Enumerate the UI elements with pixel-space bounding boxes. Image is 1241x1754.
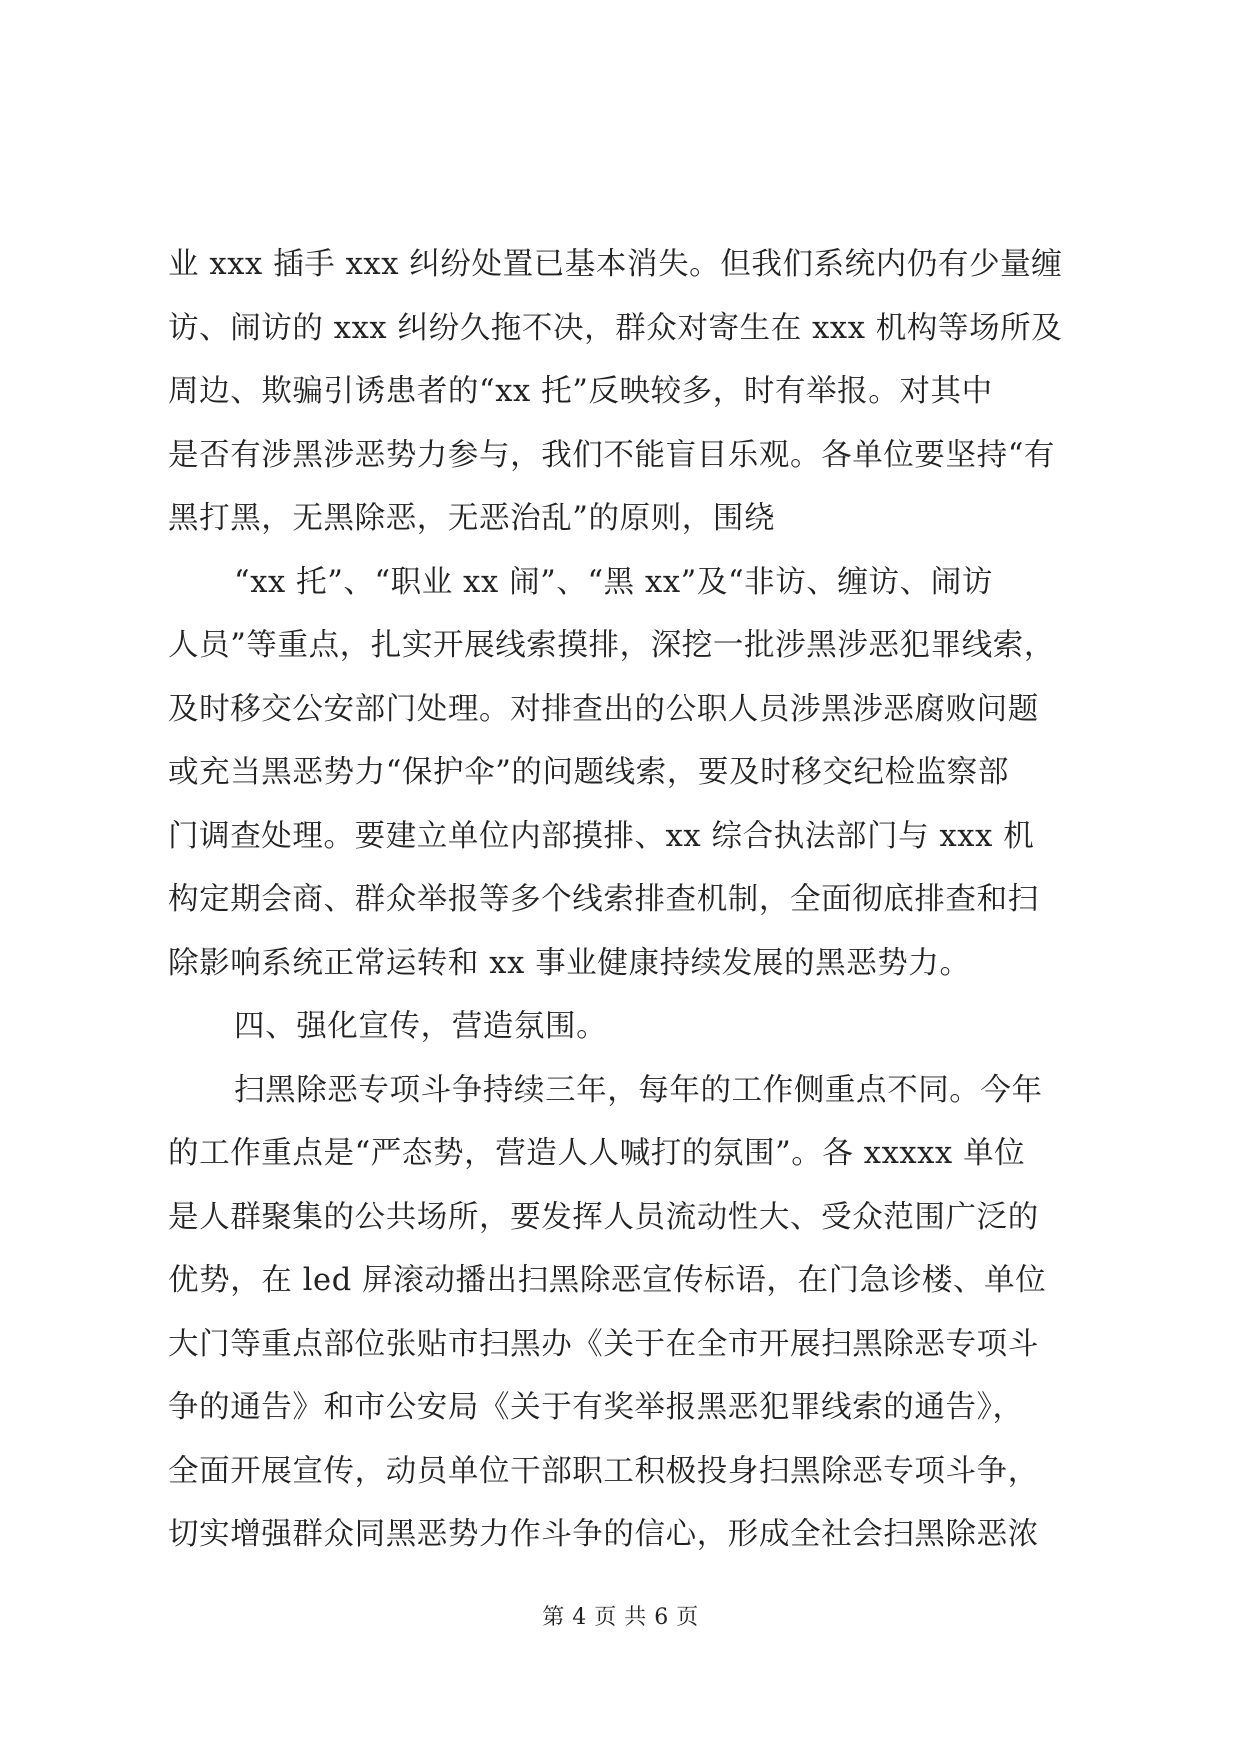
text-line: 除影响系统正常运转和 xx 事业健康持续发展的黑恶势力。 xyxy=(168,945,971,981)
text-line: 黑打黑，无黑除恶，无恶治乱”的原则，围绕 xyxy=(168,501,776,536)
text-line: 业 xxx 插手 xxx 纠纷处置已基本消失。但我们系统内仍有少量缠 xyxy=(168,247,1063,282)
text-line: 或充当黑恶势力“保护伞”的问题线索，要及时移交纪检监察部 xyxy=(168,755,1009,790)
text-line: 是否有涉黑涉恶势力参与，我们不能盲目乐观。各单位要坚持“有 xyxy=(168,437,1055,473)
text-line: 访、闹访的 xxx 纠纷久拖不决，群众对寄生在 xxx 机构等场所及 xyxy=(168,310,1063,346)
section-heading: 四、强化宣传，营造氛围。 xyxy=(234,1009,608,1044)
text-line: 周边、欺骗引诱患者的“xx 托”反映较多，时有举报。对其中 xyxy=(168,374,993,409)
document-body xyxy=(168,233,1098,1567)
text-line: 切实增强群众同黑恶势力作斗争的信心，形成全社会扫黑除恶浓 xyxy=(168,1517,1039,1552)
text-line: 的工作重点是“严态势，营造人人喊打的氛围”。各 xxxxx 单位 xyxy=(168,1136,1026,1171)
text-line: 是人群聚集的公共场所，要发挥人员流动性大、受众范围广泛的 xyxy=(168,1199,1039,1235)
text-line: 构定期会商、群众举报等多个线索排查机制，全面彻底排查和扫 xyxy=(168,882,1039,917)
text-line: 大门等重点部位张贴市扫黑办《关于在全市开展扫黑除恶专项斗 xyxy=(168,1326,1039,1362)
page-number-footer: 第 4 页 共 6 页 xyxy=(542,1605,699,1630)
text-line: 扫黑除恶专项斗争持续三年，每年的工作侧重点不同。今年 xyxy=(234,1072,1043,1108)
text-line: 优势，在 led 屏滚动播出扫黑除恶宣传标语，在门急诊楼、单位 xyxy=(168,1263,1047,1298)
text-line: 争的通告》和市公安局《关于有奖举报黑恶犯罪线索的通告》， xyxy=(168,1390,1024,1425)
text-line: 及时移交公安部门处理。对排查出的公职人员涉黑涉恶腐败问题 xyxy=(168,691,1039,727)
text-line: “xx 托”、“职业 xx 闹”、“黑 xx”及“非访、缠访、闹访 xyxy=(234,564,993,600)
text-line: 人员”等重点，扎实开展线索摸排，深挖一批涉黑涉恶犯罪线索， xyxy=(168,628,1055,663)
text-line: 门调查处理。要建立单位内部摸排、xx 综合执法部门与 xxx 机 xyxy=(168,818,1035,854)
text-line: 全面开展宣传，动员单位干部职工积极投身扫黑除恶专项斗争， xyxy=(168,1453,1039,1489)
